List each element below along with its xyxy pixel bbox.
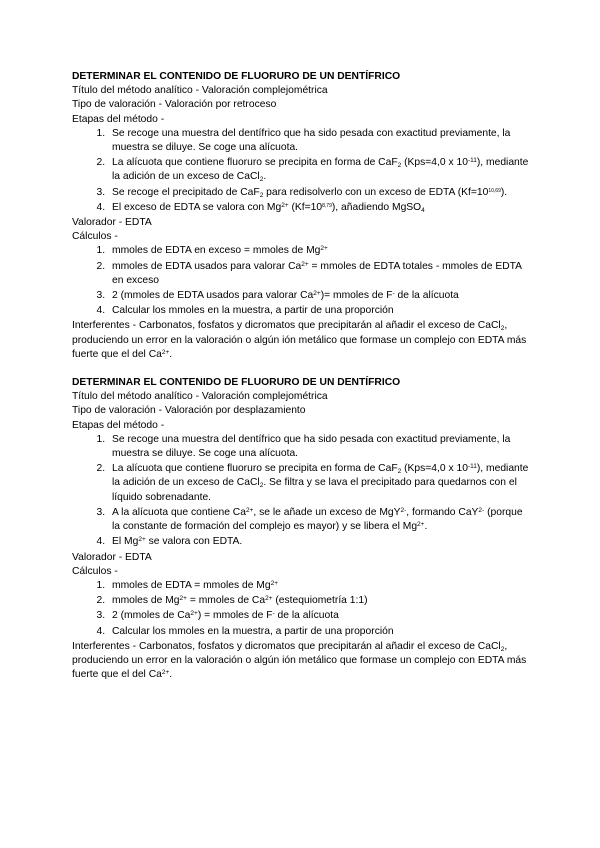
step-item: 4. El $Mg^{2+}$ se valora con EDTA. (108, 535, 532, 549)
section-title: DETERMINAR EL CONTENIDO DE FLUORURO DE UN DENTÍFRICO (72, 71, 401, 82)
steps-list (72, 127, 532, 215)
calc-item: 3. 2 (mmoles de EDTA usados para valorar $Ca^{2+})=$ mmoles de F- de la alícuota (108, 289, 532, 303)
method-title: Título del método analítico - Valoración complejométrica (72, 391, 328, 403)
step-item: 1. Se recoge una muestra del dentífrico que ha sido pesada con exactitud previamente, la muestra se diluye. Se coge una alícuota. (108, 433, 532, 461)
step-item: 4. El exceso de EDTA se valora con $Mg^{2+}$ $(Kf=10^{8,79})$, añadiendo MgSO$_4$ (108, 201, 532, 215)
calc-label: Cálculos - (72, 231, 118, 243)
valorador: Valorador - EDTA (72, 217, 152, 229)
calc-label: Cálculos - (72, 565, 118, 577)
valuation-type: Tipo de valoración - Valoración por retroceso (72, 99, 277, 111)
steps-list (72, 433, 532, 550)
calc-list (72, 579, 532, 639)
method-title: Título del método analítico - Valoración complejométrica (72, 85, 328, 97)
step-item: 3. A la alícuota que contiene $Ca^{2+}$, se le añade un exceso de MgY$^{2-}$, formando CaY$^{2-}$ (porque la constante de formación del complejo es mayor) y se libera el $Mg^{2+}$. (108, 506, 532, 534)
calc-item: 1. mmoles de EDTA en exceso = mmoles de $Mg^{2+}$ (108, 244, 532, 258)
valuation-type: Tipo de valoración - Valoración por desplazamiento (72, 405, 306, 417)
interferentes: Interferentes - Carbonatos, fosfatos y dicromatos que precipitarán al añadir el exceso de CaCl$_2$, produciendo un error en la valoración o algún ión metálico que formase un complejo con EDTA más fuerte que el del $Ca^{2+}$. (72, 320, 527, 360)
section-displacement-titration (72, 376, 532, 682)
section-back-titration (72, 70, 532, 362)
step-item: 2. La alícuota que contiene fluoruro se precipita en forma de CaF$_2$ (Kps=4,0 x $10^{-11}$), mediante la adición de un exceso de CaCl$_2$. (108, 156, 532, 184)
calc-item: 2. mmoles de EDTA usados para valorar $Ca^{2+}$ = mmoles de EDTA totales - mmoles de EDTA en exceso (108, 260, 532, 288)
calc-list (72, 244, 532, 318)
step-item: 2. La alícuota que contiene fluoruro se precipita en forma de CaF$_2$ (Kps=4,0 x $10^{-11}$), mediante la adición de un exceso de CaCl$_2$. Se filtra y se lava el precipitado para quedarnos con el líquido sobrenadante. (108, 462, 532, 505)
valorador: Valorador - EDTA (72, 551, 152, 563)
calc-item: 2. mmoles de $Mg^{2+}$ = mmoles de $Ca^{2+}$ (estequiometría 1:1) (108, 594, 532, 608)
interferentes: Interferentes - Carbonatos, fosfatos y dicromatos que precipitarán al añadir el exceso de CaCl$_2$, produciendo un error en la valoración o algún ión metálico que formase un complejo con EDTA más fuerte que el del $Ca^{2+}$. (72, 640, 527, 681)
calc-item: 4. Calcular los mmoles en la muestra, a partir de una proporción (108, 625, 532, 639)
calc-item: 1. mmoles de EDTA = mmoles de $Mg^{2+}$ (108, 579, 532, 593)
document-content (72, 70, 532, 696)
steps-label: Etapas del método - (72, 419, 165, 431)
steps-label: Etapas del método - (72, 113, 165, 125)
calc-item: 3. 2 (mmoles de $Ca^{2+}$) = mmoles de F- de la alícuota (108, 609, 532, 623)
section-title: DETERMINAR EL CONTENIDO DE FLUORURO DE UN DENTÍFRICO (72, 377, 401, 389)
step-item: 1. Se recoge una muestra del dentífrico que ha sido pesada con exactitud previamente, la muestra se diluye. Se coge una alícuota. (108, 127, 532, 155)
step-item: 3. Se recoge el precipitado de CaF$_2$ para redisolverlo con un exceso de EDTA $(Kf=10^{10,69})$. (108, 186, 532, 200)
calc-item: 4. Calcular los mmoles en la muestra, a partir de una proporción (108, 304, 532, 318)
